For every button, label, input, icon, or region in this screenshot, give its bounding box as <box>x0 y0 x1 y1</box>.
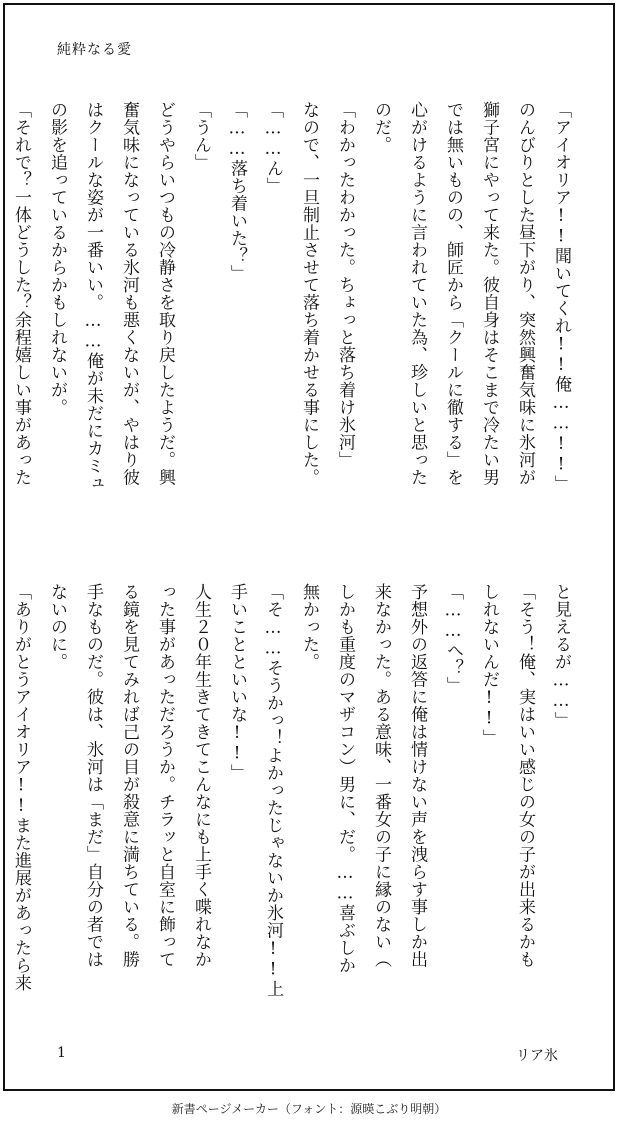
text-line: 「そ……そうかっ！よかったじゃないか氷河!!上 <box>263 583 283 998</box>
text-line: 「わかったわかった。ちょっと落ち着け氷河」 <box>335 101 355 469</box>
text-line: 手いことといいな!!」 <box>227 583 247 782</box>
text-line: なので、一旦制止させて落ち着かせる事にした。 <box>299 101 319 486</box>
text-line: 手なものだ。彼は、氷河は「まだ」自分の者では <box>83 583 103 968</box>
text-line: 奮気味になっている氷河も悪くないが、やはり彼 <box>119 101 139 486</box>
text-line: 人生２０年生きてきてこんなにも上手く喋れなか <box>191 583 211 968</box>
author-name: リア氷 <box>516 1048 558 1064</box>
text-line: はクールな姿が一番いい。……俺が未だにカミュ <box>83 101 103 492</box>
text-line: の影を追っているからかもしれないが。 <box>47 101 67 416</box>
text-line: 「そう！俺、実はいい感じの女の子が出来るかも <box>515 583 535 968</box>
text-line: 獅子宮にやって来た。彼自身はそこまで冷たい男 <box>479 101 499 486</box>
text-line: 「……ん」 <box>263 101 283 195</box>
text-line: 来なかった。ある意味、一番女の子に縁のない（ <box>371 583 391 968</box>
generator-credit: 新書ページメーカー（フォント：源暎こぶり明朝） <box>171 1102 447 1116</box>
text-line: 「それで？一体どうした？余程嬉しい事があった <box>11 101 31 486</box>
page-frame <box>3 3 615 1091</box>
text-block-lower <box>11 583 579 1013</box>
text-line: のんびりとした昼下がり、突然興奮気味に氷河が <box>515 101 535 486</box>
text-line: しれないんだ!!」 <box>479 583 499 747</box>
text-line: 「……落ち着いた？」 <box>227 101 247 282</box>
page-number: 1 <box>57 1045 66 1061</box>
text-line: った事があっただろうか。チラッと自室に飾って <box>155 583 175 968</box>
text-line: 無かった。 <box>299 583 319 671</box>
text-block-upper <box>11 101 579 531</box>
text-line: のだ。 <box>371 101 391 154</box>
text-line: る鏡を見てみれば己の目が殺意に満ちている。勝 <box>119 583 139 968</box>
text-line: しかも重度のマザコン）男に、だ。……喜ぶしか <box>335 583 355 974</box>
page-title: 純粋なる愛 <box>57 42 132 58</box>
text-line: 予想外の返答に俺は情けない声を洩らす事しか出 <box>407 583 427 968</box>
text-line: ないのに。 <box>47 583 67 671</box>
text-line: 「アイオリア!!聞いてくれ!!俺……!!」 <box>551 101 571 493</box>
text-line: 「……へ？」 <box>443 583 463 694</box>
text-line: 心がけるように言われていた為、珍しいと思った <box>407 101 427 486</box>
text-line: では無いものの、師匠から「クールに徹する」を <box>443 101 463 486</box>
text-line: と見えるが……」 <box>551 583 571 729</box>
text-line: 「うん」 <box>191 101 211 171</box>
text-line: どうやらいつもの冷静さを取り戻したようだ。興 <box>155 101 175 486</box>
text-line: 「ありがとうアイオリア!!また進展があったら来 <box>11 583 31 992</box>
